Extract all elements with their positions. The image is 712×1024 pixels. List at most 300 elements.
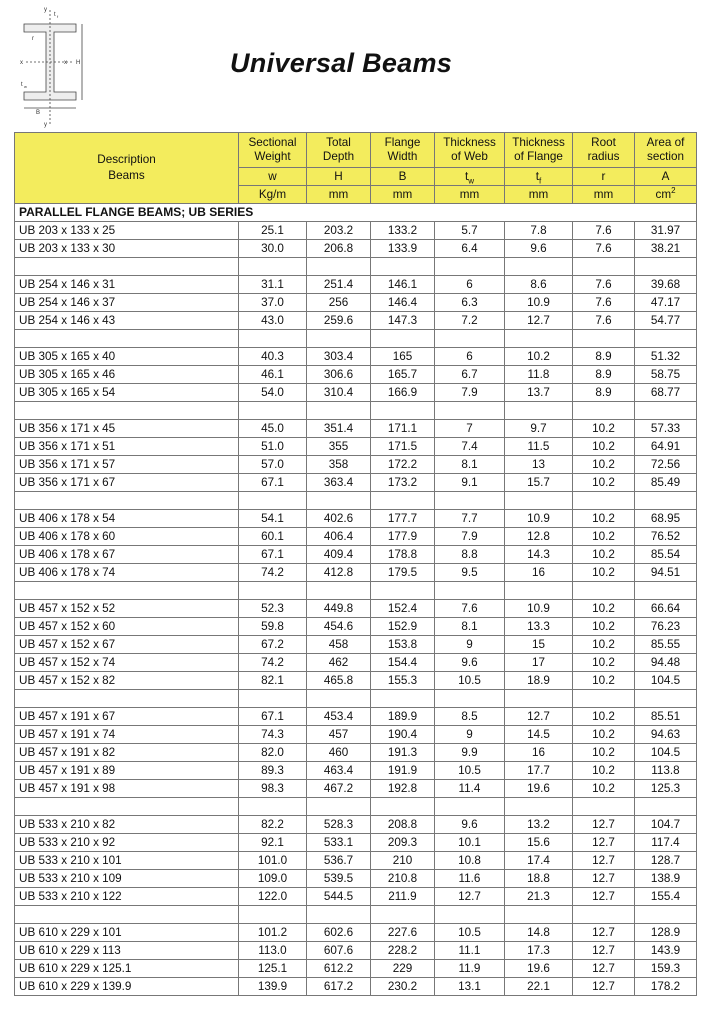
value-cell: 454.6 (307, 618, 371, 636)
table-row (15, 546, 697, 564)
table-row (15, 816, 697, 834)
value-cell: 191.3 (371, 744, 435, 762)
table-row (15, 924, 697, 942)
header-col-symbol: r (573, 168, 635, 186)
value-cell: 38.21 (635, 240, 697, 258)
value-cell: 54.0 (239, 384, 307, 402)
value-cell: 10.2 (505, 348, 573, 366)
spacer-cell (371, 258, 435, 276)
header-col-name: Sectional Weight (239, 133, 307, 168)
spacer-cell (15, 402, 239, 420)
value-cell: 251.4 (307, 276, 371, 294)
value-cell: 12.7 (505, 708, 573, 726)
value-cell: 17.7 (505, 762, 573, 780)
value-cell: 11.8 (505, 366, 573, 384)
value-cell: 94.63 (635, 726, 697, 744)
value-cell: 256 (307, 294, 371, 312)
value-cell: 10.2 (573, 510, 635, 528)
diagram-label-x-left: x (20, 60, 23, 66)
value-cell: 539.5 (307, 870, 371, 888)
value-cell: 363.4 (307, 474, 371, 492)
value-cell: 536.7 (307, 852, 371, 870)
value-cell: 528.3 (307, 816, 371, 834)
spacer-cell (573, 906, 635, 924)
spacer-cell (435, 258, 505, 276)
table-row (15, 474, 697, 492)
beam-designation-cell: UB 203 x 133 x 25 (15, 222, 239, 240)
value-cell: 191.9 (371, 762, 435, 780)
spacer-cell (307, 906, 371, 924)
value-cell: 59.8 (239, 618, 307, 636)
spacer-cell (505, 330, 573, 348)
value-cell: 607.6 (307, 942, 371, 960)
spacer-cell (239, 492, 307, 510)
beam-designation-cell: UB 533 x 210 x 122 (15, 888, 239, 906)
value-cell: 66.64 (635, 600, 697, 618)
value-cell: 12.7 (435, 888, 505, 906)
value-cell: 10.2 (573, 420, 635, 438)
value-cell: 172.2 (371, 456, 435, 474)
beam-designation-cell: UB 457 x 152 x 52 (15, 600, 239, 618)
beam-designation-cell: UB 610 x 229 x 101 (15, 924, 239, 942)
beam-designation-cell: UB 457 x 152 x 82 (15, 672, 239, 690)
table-body (15, 204, 697, 996)
header-col-name: Root radius (573, 133, 635, 168)
value-cell: 228.2 (371, 942, 435, 960)
value-cell: 458 (307, 636, 371, 654)
value-cell: 17.4 (505, 852, 573, 870)
value-cell: 10.2 (573, 636, 635, 654)
value-cell: 7.6 (573, 294, 635, 312)
value-cell: 10.2 (573, 654, 635, 672)
header-col-unit: mm (307, 186, 371, 204)
value-cell: 209.3 (371, 834, 435, 852)
value-cell: 82.2 (239, 816, 307, 834)
value-cell: 11.5 (505, 438, 573, 456)
value-cell: 18.8 (505, 870, 573, 888)
value-cell: 138.9 (635, 870, 697, 888)
diagram-label-w: w (24, 84, 27, 89)
value-cell: 12.7 (573, 852, 635, 870)
header-col-symbol: w (239, 168, 307, 186)
value-cell: 177.9 (371, 528, 435, 546)
beam-designation-cell: UB 356 x 171 x 51 (15, 438, 239, 456)
beam-designation-cell: UB 406 x 178 x 67 (15, 546, 239, 564)
value-cell: 171.1 (371, 420, 435, 438)
header-col-name: Thickness of Flange (505, 133, 573, 168)
value-cell: 227.6 (371, 924, 435, 942)
value-cell: 76.23 (635, 618, 697, 636)
value-cell: 104.7 (635, 816, 697, 834)
spacer-cell (573, 402, 635, 420)
value-cell: 125.1 (239, 960, 307, 978)
spacer-cell (239, 690, 307, 708)
value-cell: 17 (505, 654, 573, 672)
value-cell: 10.2 (573, 564, 635, 582)
beam-designation-cell: UB 356 x 171 x 67 (15, 474, 239, 492)
value-cell: 22.1 (505, 978, 573, 996)
header-symbol-subscript: f (539, 176, 542, 186)
value-cell: 12.8 (505, 528, 573, 546)
value-cell: 92.1 (239, 834, 307, 852)
header-col-name: Flange Width (371, 133, 435, 168)
table-row (15, 978, 697, 996)
spacer-cell (15, 492, 239, 510)
value-cell: 11.9 (435, 960, 505, 978)
table-row (15, 222, 697, 240)
value-cell: 192.8 (371, 780, 435, 798)
value-cell: 153.8 (371, 636, 435, 654)
value-cell: 10.8 (435, 852, 505, 870)
spacer-cell (435, 798, 505, 816)
spacer-cell (505, 492, 573, 510)
value-cell: 10.5 (435, 672, 505, 690)
value-cell: 6 (435, 348, 505, 366)
value-cell: 11.1 (435, 942, 505, 960)
table-row (15, 600, 697, 618)
beam-designation-cell: UB 457 x 152 x 74 (15, 654, 239, 672)
value-cell: 15 (505, 636, 573, 654)
value-cell: 12.7 (573, 924, 635, 942)
value-cell: 8.1 (435, 456, 505, 474)
value-cell: 85.55 (635, 636, 697, 654)
table-row (15, 294, 697, 312)
value-cell: 8.9 (573, 384, 635, 402)
value-cell: 12.7 (573, 834, 635, 852)
header-col-unit: Kg/m (239, 186, 307, 204)
diagram-label-f: f (57, 14, 59, 19)
value-cell: 14.5 (505, 726, 573, 744)
value-cell: 8.9 (573, 366, 635, 384)
spacer-cell (635, 582, 697, 600)
value-cell: 179.5 (371, 564, 435, 582)
value-cell: 89.3 (239, 762, 307, 780)
value-cell: 11.6 (435, 870, 505, 888)
spacer-row (15, 690, 697, 708)
header-col-unit: mm (435, 186, 505, 204)
value-cell: 355 (307, 438, 371, 456)
series-title: PARALLEL FLANGE BEAMS; UB SERIES (15, 204, 697, 222)
value-cell: 5.7 (435, 222, 505, 240)
value-cell: 74.2 (239, 654, 307, 672)
value-cell: 139.9 (239, 978, 307, 996)
spacer-cell (15, 258, 239, 276)
page-title: Universal Beams (230, 48, 453, 78)
value-cell: 10.2 (573, 456, 635, 474)
value-cell: 178.8 (371, 546, 435, 564)
value-cell: 60.1 (239, 528, 307, 546)
spacer-cell (15, 582, 239, 600)
diagram-label-h: H (76, 60, 81, 66)
beam-designation-cell: UB 610 x 229 x 125.1 (15, 960, 239, 978)
table-row (15, 312, 697, 330)
value-cell: 67.1 (239, 708, 307, 726)
value-cell: 94.48 (635, 654, 697, 672)
value-cell: 7.2 (435, 312, 505, 330)
value-cell: 7.9 (435, 528, 505, 546)
table-row (15, 618, 697, 636)
value-cell: 85.54 (635, 546, 697, 564)
value-cell: 7.9 (435, 384, 505, 402)
value-cell: 19.6 (505, 960, 573, 978)
header-col-name: Thickness of Web (435, 133, 505, 168)
value-cell: 10.2 (573, 780, 635, 798)
table-row (15, 672, 697, 690)
value-cell: 210 (371, 852, 435, 870)
beam-designation-cell: UB 457 x 152 x 67 (15, 636, 239, 654)
value-cell: 467.2 (307, 780, 371, 798)
header-row-names (15, 133, 697, 168)
value-cell: 146.4 (371, 294, 435, 312)
table-row (15, 888, 697, 906)
beam-designation-cell: UB 305 x 165 x 40 (15, 348, 239, 366)
value-cell: 13.1 (435, 978, 505, 996)
value-cell: 122.0 (239, 888, 307, 906)
value-cell: 15.6 (505, 834, 573, 852)
value-cell: 460 (307, 744, 371, 762)
spacer-cell (635, 690, 697, 708)
value-cell: 13 (505, 456, 573, 474)
table-row (15, 762, 697, 780)
spacer-cell (307, 690, 371, 708)
value-cell: 85.49 (635, 474, 697, 492)
value-cell: 67.1 (239, 474, 307, 492)
value-cell: 68.95 (635, 510, 697, 528)
table-row (15, 348, 697, 366)
table-row (15, 420, 697, 438)
value-cell: 10.2 (573, 726, 635, 744)
table-row (15, 708, 697, 726)
value-cell: 166.9 (371, 384, 435, 402)
spacer-row (15, 906, 697, 924)
value-cell: 51.32 (635, 348, 697, 366)
value-cell: 76.52 (635, 528, 697, 546)
header-col-symbol: $t_f$ (505, 168, 573, 186)
value-cell: 72.56 (635, 456, 697, 474)
value-cell: 10.5 (435, 762, 505, 780)
spacer-row (15, 492, 697, 510)
beam-designation-cell: UB 305 x 165 x 54 (15, 384, 239, 402)
value-cell: 125.3 (635, 780, 697, 798)
value-cell: 101.2 (239, 924, 307, 942)
value-cell: 19.6 (505, 780, 573, 798)
value-cell: 544.5 (307, 888, 371, 906)
value-cell: 9.6 (435, 654, 505, 672)
beam-designation-cell: UB 533 x 210 x 101 (15, 852, 239, 870)
value-cell: 128.7 (635, 852, 697, 870)
value-cell: 40.3 (239, 348, 307, 366)
value-cell: 82.0 (239, 744, 307, 762)
spacer-cell (371, 798, 435, 816)
value-cell: 14.8 (505, 924, 573, 942)
value-cell: 21.3 (505, 888, 573, 906)
value-cell: 12.7 (573, 870, 635, 888)
value-cell: 113.8 (635, 762, 697, 780)
table-row (15, 240, 697, 258)
value-cell: 18.9 (505, 672, 573, 690)
value-cell: 10.2 (573, 762, 635, 780)
spacer-cell (573, 258, 635, 276)
spacer-cell (635, 798, 697, 816)
value-cell: 12.7 (505, 312, 573, 330)
value-cell: 7.6 (573, 276, 635, 294)
value-cell: 46.1 (239, 366, 307, 384)
value-cell: 7.8 (505, 222, 573, 240)
value-cell: 67.2 (239, 636, 307, 654)
value-cell: 15.7 (505, 474, 573, 492)
value-cell: 463.4 (307, 762, 371, 780)
table-row (15, 384, 697, 402)
table-row (15, 726, 697, 744)
value-cell: 155.3 (371, 672, 435, 690)
value-cell: 178.2 (635, 978, 697, 996)
value-cell: 8.6 (505, 276, 573, 294)
value-cell: 117.4 (635, 834, 697, 852)
spacer-cell (635, 906, 697, 924)
header-col-name: Total Depth (307, 133, 371, 168)
spacer-row (15, 258, 697, 276)
value-cell: 9.6 (505, 240, 573, 258)
value-cell: 171.5 (371, 438, 435, 456)
table-row (15, 438, 697, 456)
value-cell: 9 (435, 726, 505, 744)
value-cell: 203.2 (307, 222, 371, 240)
value-cell: 533.1 (307, 834, 371, 852)
beam-designation-cell: UB 305 x 165 x 46 (15, 366, 239, 384)
beam-designation-cell: UB 254 x 146 x 37 (15, 294, 239, 312)
diagram-label-t: t (54, 12, 56, 18)
value-cell: 351.4 (307, 420, 371, 438)
spacer-cell (239, 906, 307, 924)
value-cell: 10.2 (573, 708, 635, 726)
spacer-cell (435, 492, 505, 510)
diagram-label-tw: t (21, 82, 23, 88)
value-cell: 12.7 (573, 942, 635, 960)
value-cell: 82.1 (239, 672, 307, 690)
spacer-cell (505, 402, 573, 420)
spacer-cell (15, 798, 239, 816)
spacer-cell (435, 690, 505, 708)
table-row (15, 960, 697, 978)
value-cell: 68.77 (635, 384, 697, 402)
value-cell: 143.9 (635, 942, 697, 960)
value-cell: 10.5 (435, 924, 505, 942)
value-cell: 14.3 (505, 546, 573, 564)
value-cell: 152.4 (371, 600, 435, 618)
value-cell: 165 (371, 348, 435, 366)
value-cell: 230.2 (371, 978, 435, 996)
spacer-cell (573, 492, 635, 510)
table-row (15, 366, 697, 384)
beam-designation-cell: UB 457 x 191 x 89 (15, 762, 239, 780)
value-cell: 10.2 (573, 528, 635, 546)
beam-designation-cell: UB 457 x 191 x 98 (15, 780, 239, 798)
value-cell: 146.1 (371, 276, 435, 294)
value-cell: 10.2 (573, 474, 635, 492)
value-cell: 94.51 (635, 564, 697, 582)
table-row (15, 510, 697, 528)
value-cell: 98.3 (239, 780, 307, 798)
spacer-row (15, 798, 697, 816)
header-col-symbol: $t_w$ (435, 168, 505, 186)
beam-designation-cell: UB 203 x 133 x 30 (15, 240, 239, 258)
spacer-cell (505, 690, 573, 708)
value-cell: 12.7 (573, 960, 635, 978)
table-row (15, 870, 697, 888)
spacer-cell (573, 330, 635, 348)
value-cell: 54.1 (239, 510, 307, 528)
value-cell: 10.2 (573, 744, 635, 762)
spacer-cell (239, 330, 307, 348)
table-row (15, 744, 697, 762)
spacer-cell (435, 402, 505, 420)
spacer-cell (15, 690, 239, 708)
value-cell: 165.7 (371, 366, 435, 384)
header-symbol-subscript: w (468, 176, 475, 186)
spacer-cell (371, 330, 435, 348)
header-col-name: Area of section (635, 133, 697, 168)
beam-designation-cell: UB 457 x 191 x 82 (15, 744, 239, 762)
value-cell: 37.0 (239, 294, 307, 312)
spacer-cell (435, 906, 505, 924)
value-cell: 67.1 (239, 546, 307, 564)
spacer-cell (635, 492, 697, 510)
value-cell: 453.4 (307, 708, 371, 726)
spacer-cell (307, 402, 371, 420)
value-cell: 10.2 (573, 546, 635, 564)
value-cell: 211.9 (371, 888, 435, 906)
value-cell: 457 (307, 726, 371, 744)
value-cell: 17.3 (505, 942, 573, 960)
table-row (15, 528, 697, 546)
table-row (15, 780, 697, 798)
value-cell: 6.7 (435, 366, 505, 384)
beam-designation-cell: UB 406 x 178 x 54 (15, 510, 239, 528)
value-cell: 12.7 (573, 978, 635, 996)
table-row (15, 654, 697, 672)
beam-designation-cell: UB 533 x 210 x 82 (15, 816, 239, 834)
table-row (15, 834, 697, 852)
value-cell: 58.75 (635, 366, 697, 384)
series-title-row (15, 204, 697, 222)
value-cell: 64.91 (635, 438, 697, 456)
beam-designation-cell: UB 356 x 171 x 45 (15, 420, 239, 438)
value-cell: 409.4 (307, 546, 371, 564)
value-cell: 602.6 (307, 924, 371, 942)
value-cell: 57.33 (635, 420, 697, 438)
value-cell: 128.9 (635, 924, 697, 942)
value-cell: 210.8 (371, 870, 435, 888)
value-cell: 47.17 (635, 294, 697, 312)
spacer-cell (573, 582, 635, 600)
spacer-cell (239, 582, 307, 600)
spacer-row (15, 582, 697, 600)
spacer-row (15, 330, 697, 348)
diagram-label-y-bottom: y (44, 122, 47, 128)
value-cell: 10.9 (505, 294, 573, 312)
value-cell: 7.6 (435, 600, 505, 618)
value-cell: 402.6 (307, 510, 371, 528)
spacer-row (15, 402, 697, 420)
beam-designation-cell: UB 610 x 229 x 139.9 (15, 978, 239, 996)
spacer-cell (307, 492, 371, 510)
value-cell: 9.9 (435, 744, 505, 762)
value-cell: 133.9 (371, 240, 435, 258)
value-cell: 7.6 (573, 240, 635, 258)
value-cell: 159.3 (635, 960, 697, 978)
beam-designation-cell: UB 610 x 229 x 113 (15, 942, 239, 960)
value-cell: 104.5 (635, 744, 697, 762)
